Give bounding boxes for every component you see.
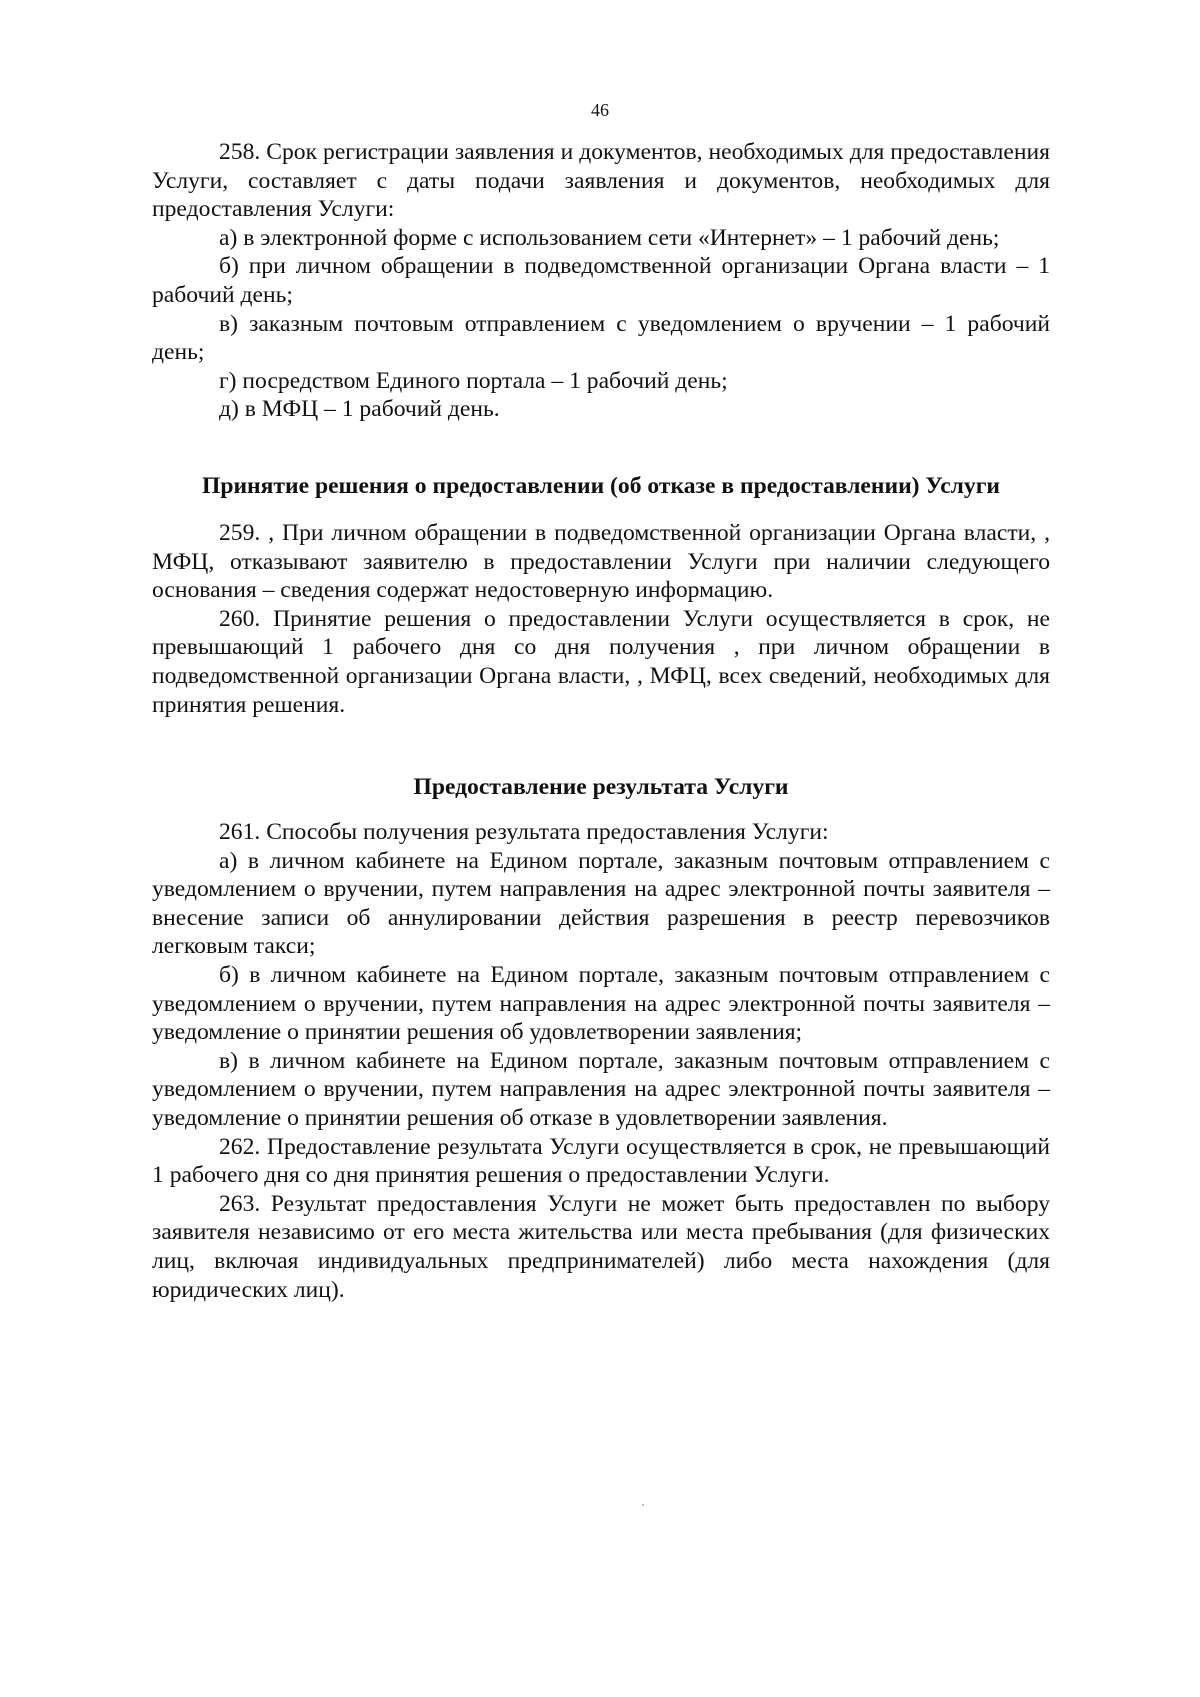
paragraph-263: 263. Результат предоставления Услуги не может быть предоставлен по выбору заявителя независимо от его места жительства или места пребывания (для физических лиц, включая индивидуальных предпринимателей) либо места нахождения (для юридических лиц).	[152, 1190, 1050, 1303]
paragraph-261: 261. Способы получения результата предоставления Услуги:	[219, 819, 829, 845]
scan-speck	[642, 1504, 644, 1506]
registration-terms-section	[152, 138, 1050, 424]
paragraph-260: 260. Принятие решения о предоставлении Услуги осуществляется в срок, не превышающий 1 рабочего дня со дня получения , при личном обращении в подведомственной организации Органа власти, , МФЦ, всех сведений, необходимых для принятия решения.	[152, 605, 1050, 718]
paragraph-258: 258. Срок регистрации заявления и документов, необходимых для предоставления Услуги, составляет с даты подачи заявления и документов, необходимых для предоставления Услуги:	[152, 139, 1050, 223]
list-item-d: д) в МФЦ – 1 рабочий день.	[219, 396, 500, 423]
result-section	[152, 818, 1050, 1304]
result-method-v: в) в личном кабинете на Едином портале, заказным почтовым отправлением с уведомлением о вручении, путем направления на адрес электронной почты заявителя – уведомление о принятии решения об отказе в удовлетворении заявления.	[152, 1047, 1050, 1131]
list-item-b: б) при личном обращении в подведомственной организации Органа власти – 1 рабочий день;	[152, 253, 1050, 308]
list-item-a: а) в электронной форме с использованием сети «Интернет» – 1 рабочий день;	[219, 224, 1000, 251]
result-method-b: б) в личном кабинете на Едином портале, заказным почтовым отправлением с уведомлением о вручении, путем направления на адрес электронной почты заявителя – уведомление о принятии решения об удовлетворении заявления;	[152, 961, 1050, 1046]
list-item-g: г) посредством Единого портала – 1 рабочий день;	[219, 367, 728, 394]
paragraph-262: 262. Предоставление результата Услуги осуществляется в срок, не превышающий 1 рабочего дня со дня принятия решения о предоставлении Услуги.	[152, 1133, 1050, 1189]
result-method-a: а) в личном кабинете на Едином портале, заказным почтовым отправлением с уведомлением о вручении, путем направления на адрес электронной почты заявителя – внесение записи об аннулировании действия разрешения в реестр перевозчиков легковым такси;	[152, 847, 1050, 960]
decision-section	[152, 519, 1050, 719]
list-item-v: в) заказным почтовым отправлением с уведомлением о вручении – 1 рабочий день;	[152, 310, 1050, 366]
page-number: 46	[591, 100, 609, 120]
section-heading-result: Предоставление результата Услуги	[413, 774, 789, 800]
paragraph-259: 259. , При личном обращении в подведомственной организации Органа власти, , МФЦ, отказывают заявителю в предоставлении Услуги при наличии следующего основания – сведения содержат недостоверную информацию.	[152, 520, 1050, 604]
section-heading-decision: Принятие решения о предоставлении (об отказе в предоставлении) Услуги	[201, 473, 1001, 499]
